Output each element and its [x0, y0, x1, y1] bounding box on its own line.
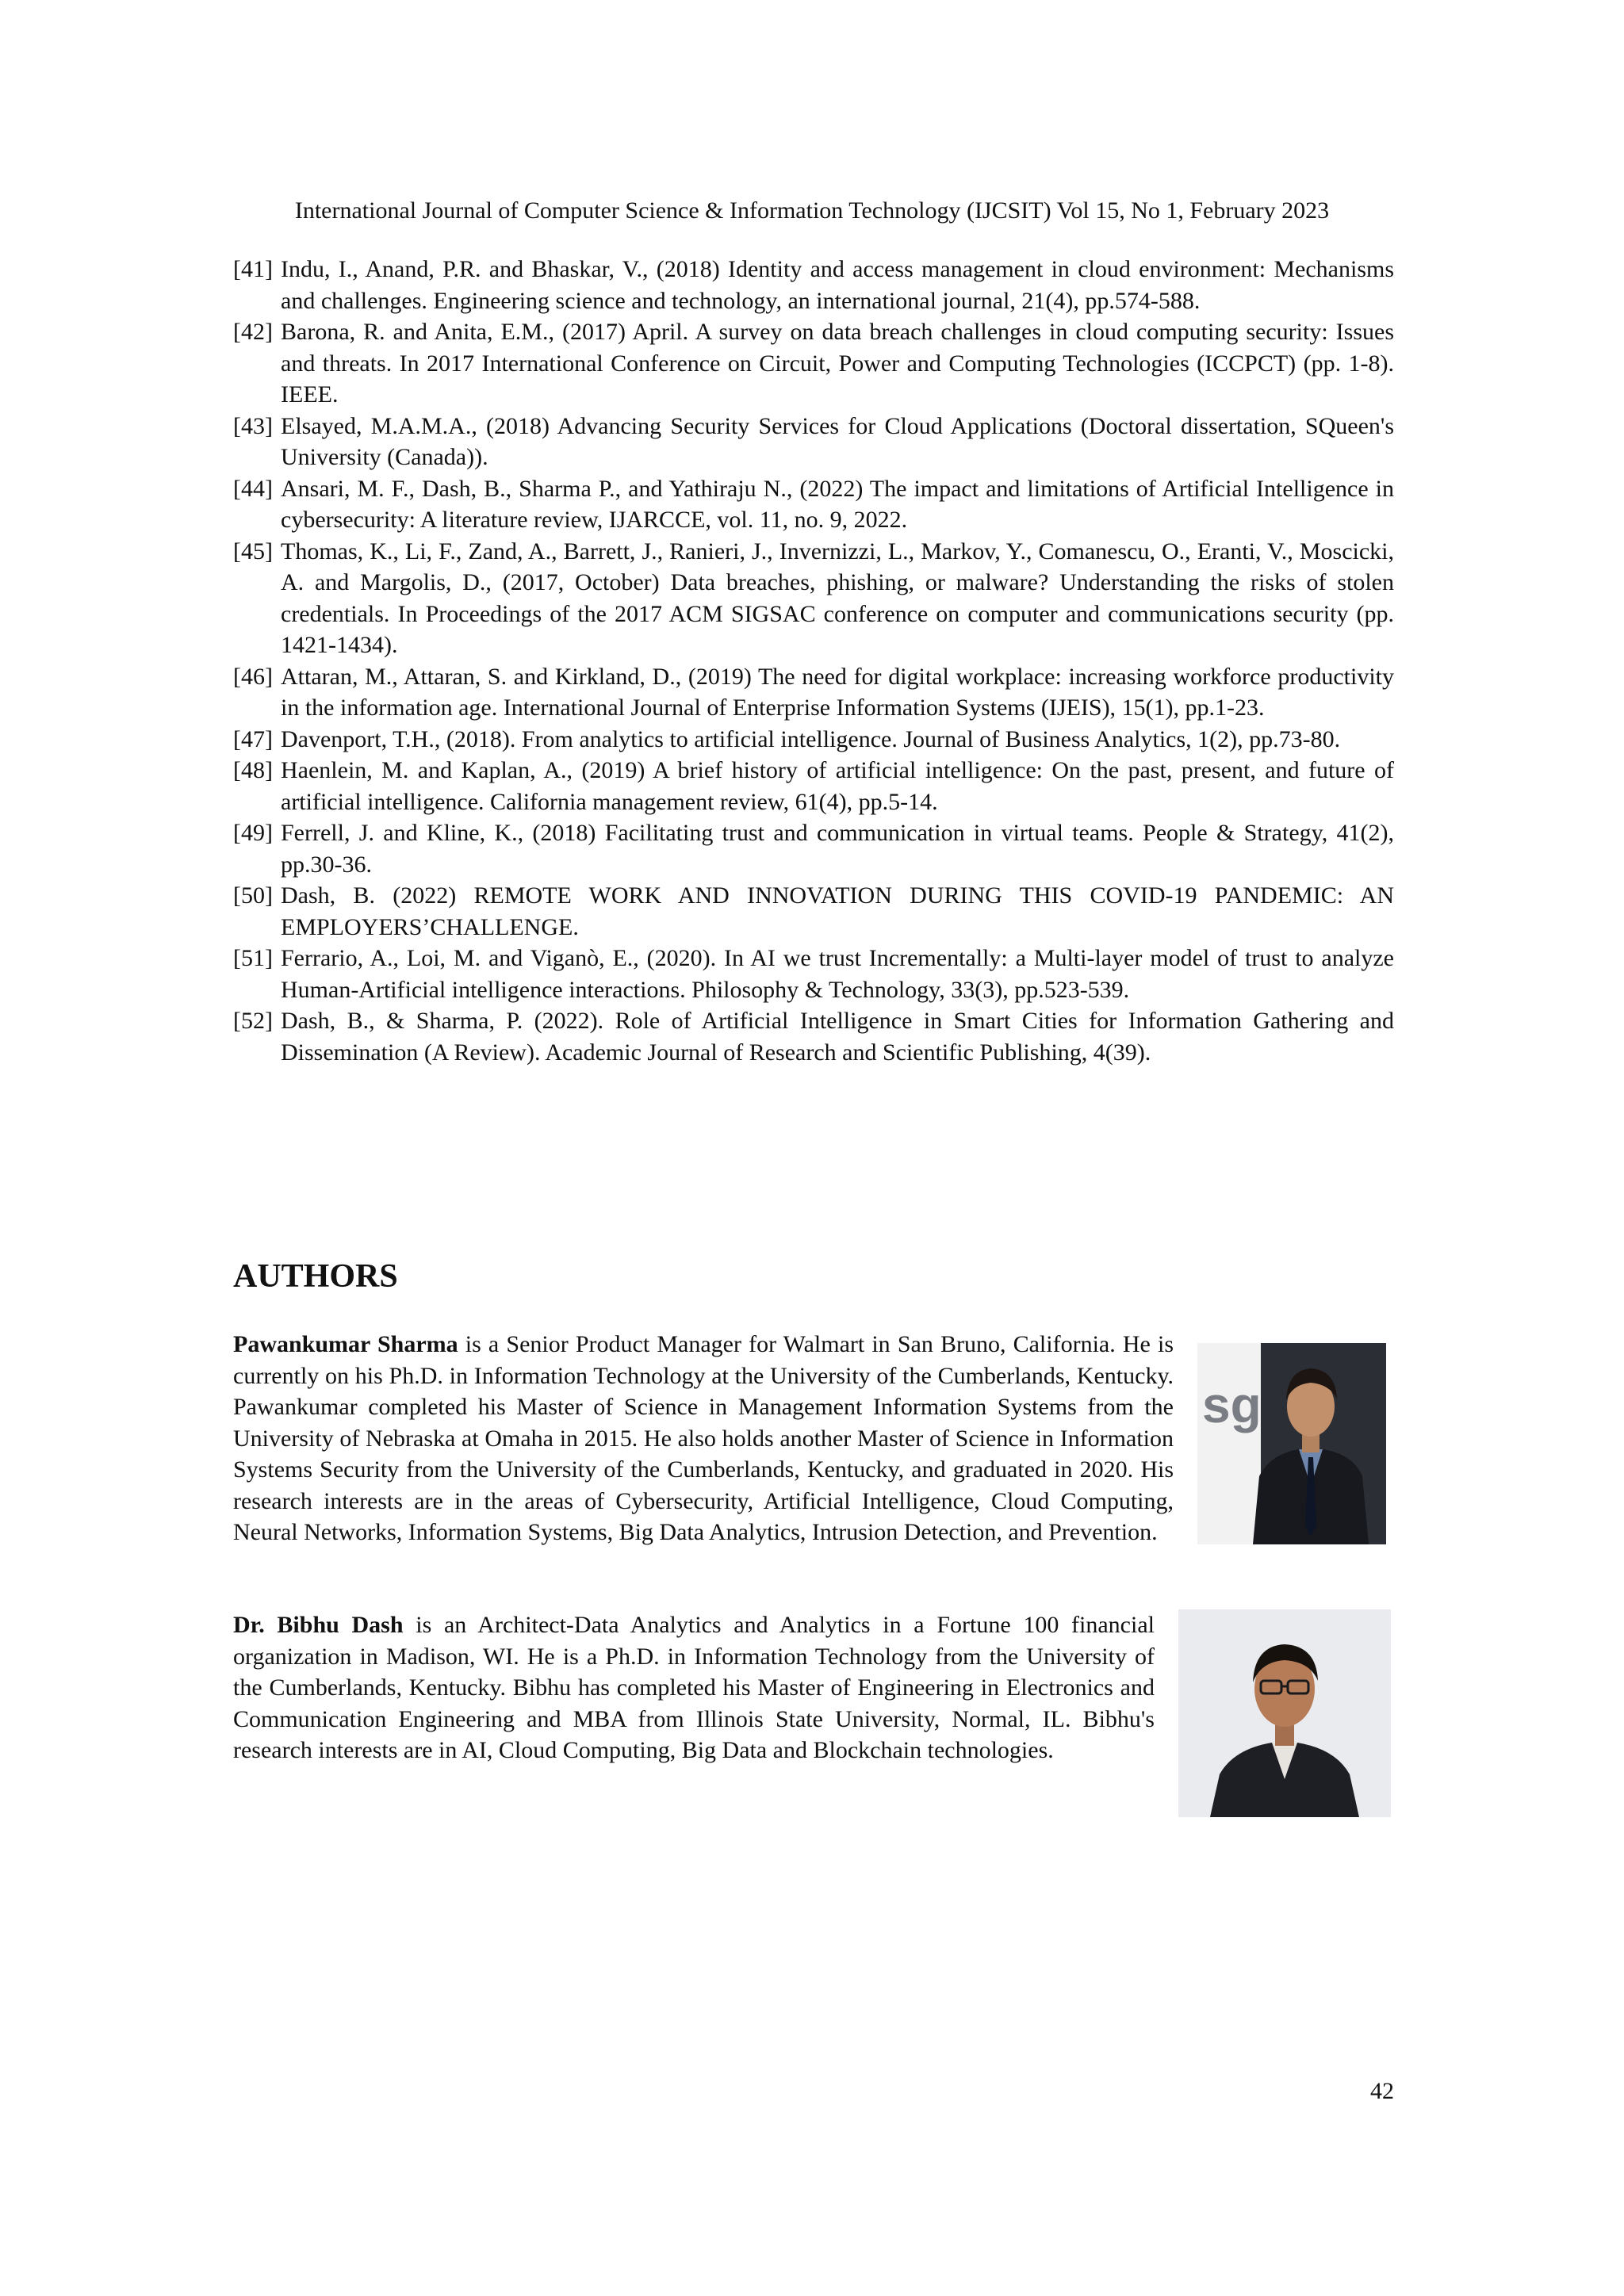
reference-number: [46]: [233, 663, 273, 690]
author-bio-text: is an Architect-Data Analytics and Analytics in a Fortune 100 financial organization in Madison, WI. He is a Ph.D. in Information Technology from the University of the Cumberlands, Kentucky. Bibhu has completed his Master of Engineering in Electronics and Communication Engineering and MBA from Illinois State University, Normal, IL. Bibhu's research interests are in AI, Cloud Computing, Big Data and Blockchain technologies.: [233, 1612, 1155, 1763]
reference-item: [233, 473, 1394, 536]
page-number: 42: [1370, 2078, 1394, 2104]
reference-number: [41]: [233, 256, 273, 282]
reference-number: [43]: [233, 412, 273, 439]
reference-item: [233, 943, 1394, 1005]
author-bio-sharma: [233, 1329, 1391, 1548]
reference-item: [233, 755, 1394, 817]
reference-text: Ferrario, A., Loi, M. and Viganò, E., (2020). In AI we trust Incrementally: a Multi-layer model of trust to analyze Human-Artificial intelligence interactions. Philosophy & Technology, 33(3), pp.523-539.: [281, 945, 1394, 1003]
reference-text: Davenport, T.H., (2018). From analytics to artificial intelligence. Journal of Business Analytics, 1(2), pp.73-80.: [281, 725, 1341, 752]
reference-item: [233, 316, 1394, 411]
author-name: Pawankumar Sharma: [233, 1331, 458, 1357]
reference-number: [42]: [233, 319, 273, 345]
reference-item: [233, 411, 1394, 473]
reference-text: Ansari, M. F., Dash, B., Sharma P., and Yathiraju N., (2022) The impact and limitations of Artificial Intelligence in cybersecurity: A literature review, IJARCCE, vol. 11, no. 9, 2022.: [281, 475, 1394, 533]
reference-text: Dash, B. (2022) REMOTE WORK AND INNOVATION DURING THIS COVID-19 PANDEMIC: AN EMPLOYERS’CHALLENGE.: [281, 882, 1394, 940]
journal-header: International Journal of Computer Science & Information Technology (IJCSIT) Vol 15, No 1, February 2023: [294, 197, 1330, 224]
author-photo-dash: [1178, 1609, 1391, 1817]
reference-text: Elsayed, M.A.M.A., (2018) Advancing Security Services for Cloud Applications (Doctoral dissertation, SQueen's University (Canada)).: [281, 412, 1394, 470]
reference-text: Thomas, K., Li, F., Zand, A., Barrett, J., Ranieri, J., Invernizzi, L., Markov, Y., Comanescu, O., Eranti, V., Moscicki, A. and Margolis, D., (2017, October) Data breaches, phishing, or malware? Understanding the risks of stolen credentials. In Proceedings of the 2017 ACM SIGSAC conference on computer and communications security (pp. 1421-1434).: [281, 538, 1394, 658]
photo-banner: [1197, 1343, 1261, 1544]
reference-item: [233, 817, 1394, 880]
authors-heading: AUTHORS: [233, 1258, 398, 1295]
reference-item: [233, 724, 1394, 756]
reference-number: [44]: [233, 475, 273, 502]
reference-text: Attaran, M., Attaran, S. and Kirkland, D., (2019) The need for digital workplace: increasing workforce productivity in the information age. International Journal of Enterprise Information Systems (IJEIS), 15(1), pp.1-23.: [281, 663, 1394, 721]
author-name: Dr. Bibhu Dash: [233, 1612, 404, 1638]
reference-item: [233, 880, 1394, 943]
reference-number: [49]: [233, 820, 273, 846]
reference-number: [52]: [233, 1008, 273, 1034]
reference-text: Ferrell, J. and Kline, K., (2018) Facilitating trust and communication in virtual teams. People & Strategy, 41(2), pp.30-36.: [281, 820, 1394, 878]
reference-number: [47]: [233, 725, 273, 752]
author-bio-dash: [233, 1609, 1391, 1817]
reference-item: [233, 1005, 1394, 1068]
reference-text: Indu, I., Anand, P.R. and Bhaskar, V., (2018) Identity and access management in cloud environment: Mechanisms and challenges. Engineering science and technology, an international journal, 21(4), pp.574-588.: [281, 256, 1394, 314]
reference-text: Haenlein, M. and Kaplan, A., (2019) A brief history of artificial intelligence: On the past, present, and future of artificial intelligence. California management review, 61(4), pp.5-14.: [281, 757, 1394, 815]
photo-banner-text: sg: [1202, 1376, 1262, 1433]
reference-item: [233, 536, 1394, 661]
author-photo-sharma: [1197, 1343, 1386, 1544]
author-bio-text: is a Senior Product Manager for Walmart in San Bruno, California. He is currently on his Ph.D. in Information Technology at the University of the Cumberlands, Kentucky. Pawankumar completed his Master of Science in Management Information Systems from the University of Nebraska at Omaha in 2015. He also holds another Master of Science in Information Systems Security from the University of the Cumberlands, Kentucky, and graduated in 2020. His research interests are in the areas of Cybersecurity, Artificial Intelligence, Cloud Computing, Neural Networks, Information Systems, Big Data Analytics, Intrusion Detection, and Prevention.: [233, 1331, 1174, 1545]
reference-text: Dash, B., & Sharma, P. (2022). Role of Artificial Intelligence in Smart Cities for Information Gathering and Dissemination (A Review). Academic Journal of Research and Scientific Publishing, 4(39).: [281, 1008, 1394, 1066]
reference-text: Barona, R. and Anita, E.M., (2017) April. A survey on data breach challenges in cloud computing security: Issues and threats. In 2017 International Conference on Circuit, Power and Computing Technologies (ICCPCT) (pp. 1-8). IEEE.: [281, 319, 1394, 408]
reference-number: [45]: [233, 538, 273, 564]
reference-number: [48]: [233, 757, 273, 783]
reference-number: [51]: [233, 945, 273, 971]
reference-item: [233, 254, 1394, 316]
reference-number: [50]: [233, 882, 273, 909]
references-list: [233, 254, 1394, 1068]
reference-item: [233, 661, 1394, 724]
